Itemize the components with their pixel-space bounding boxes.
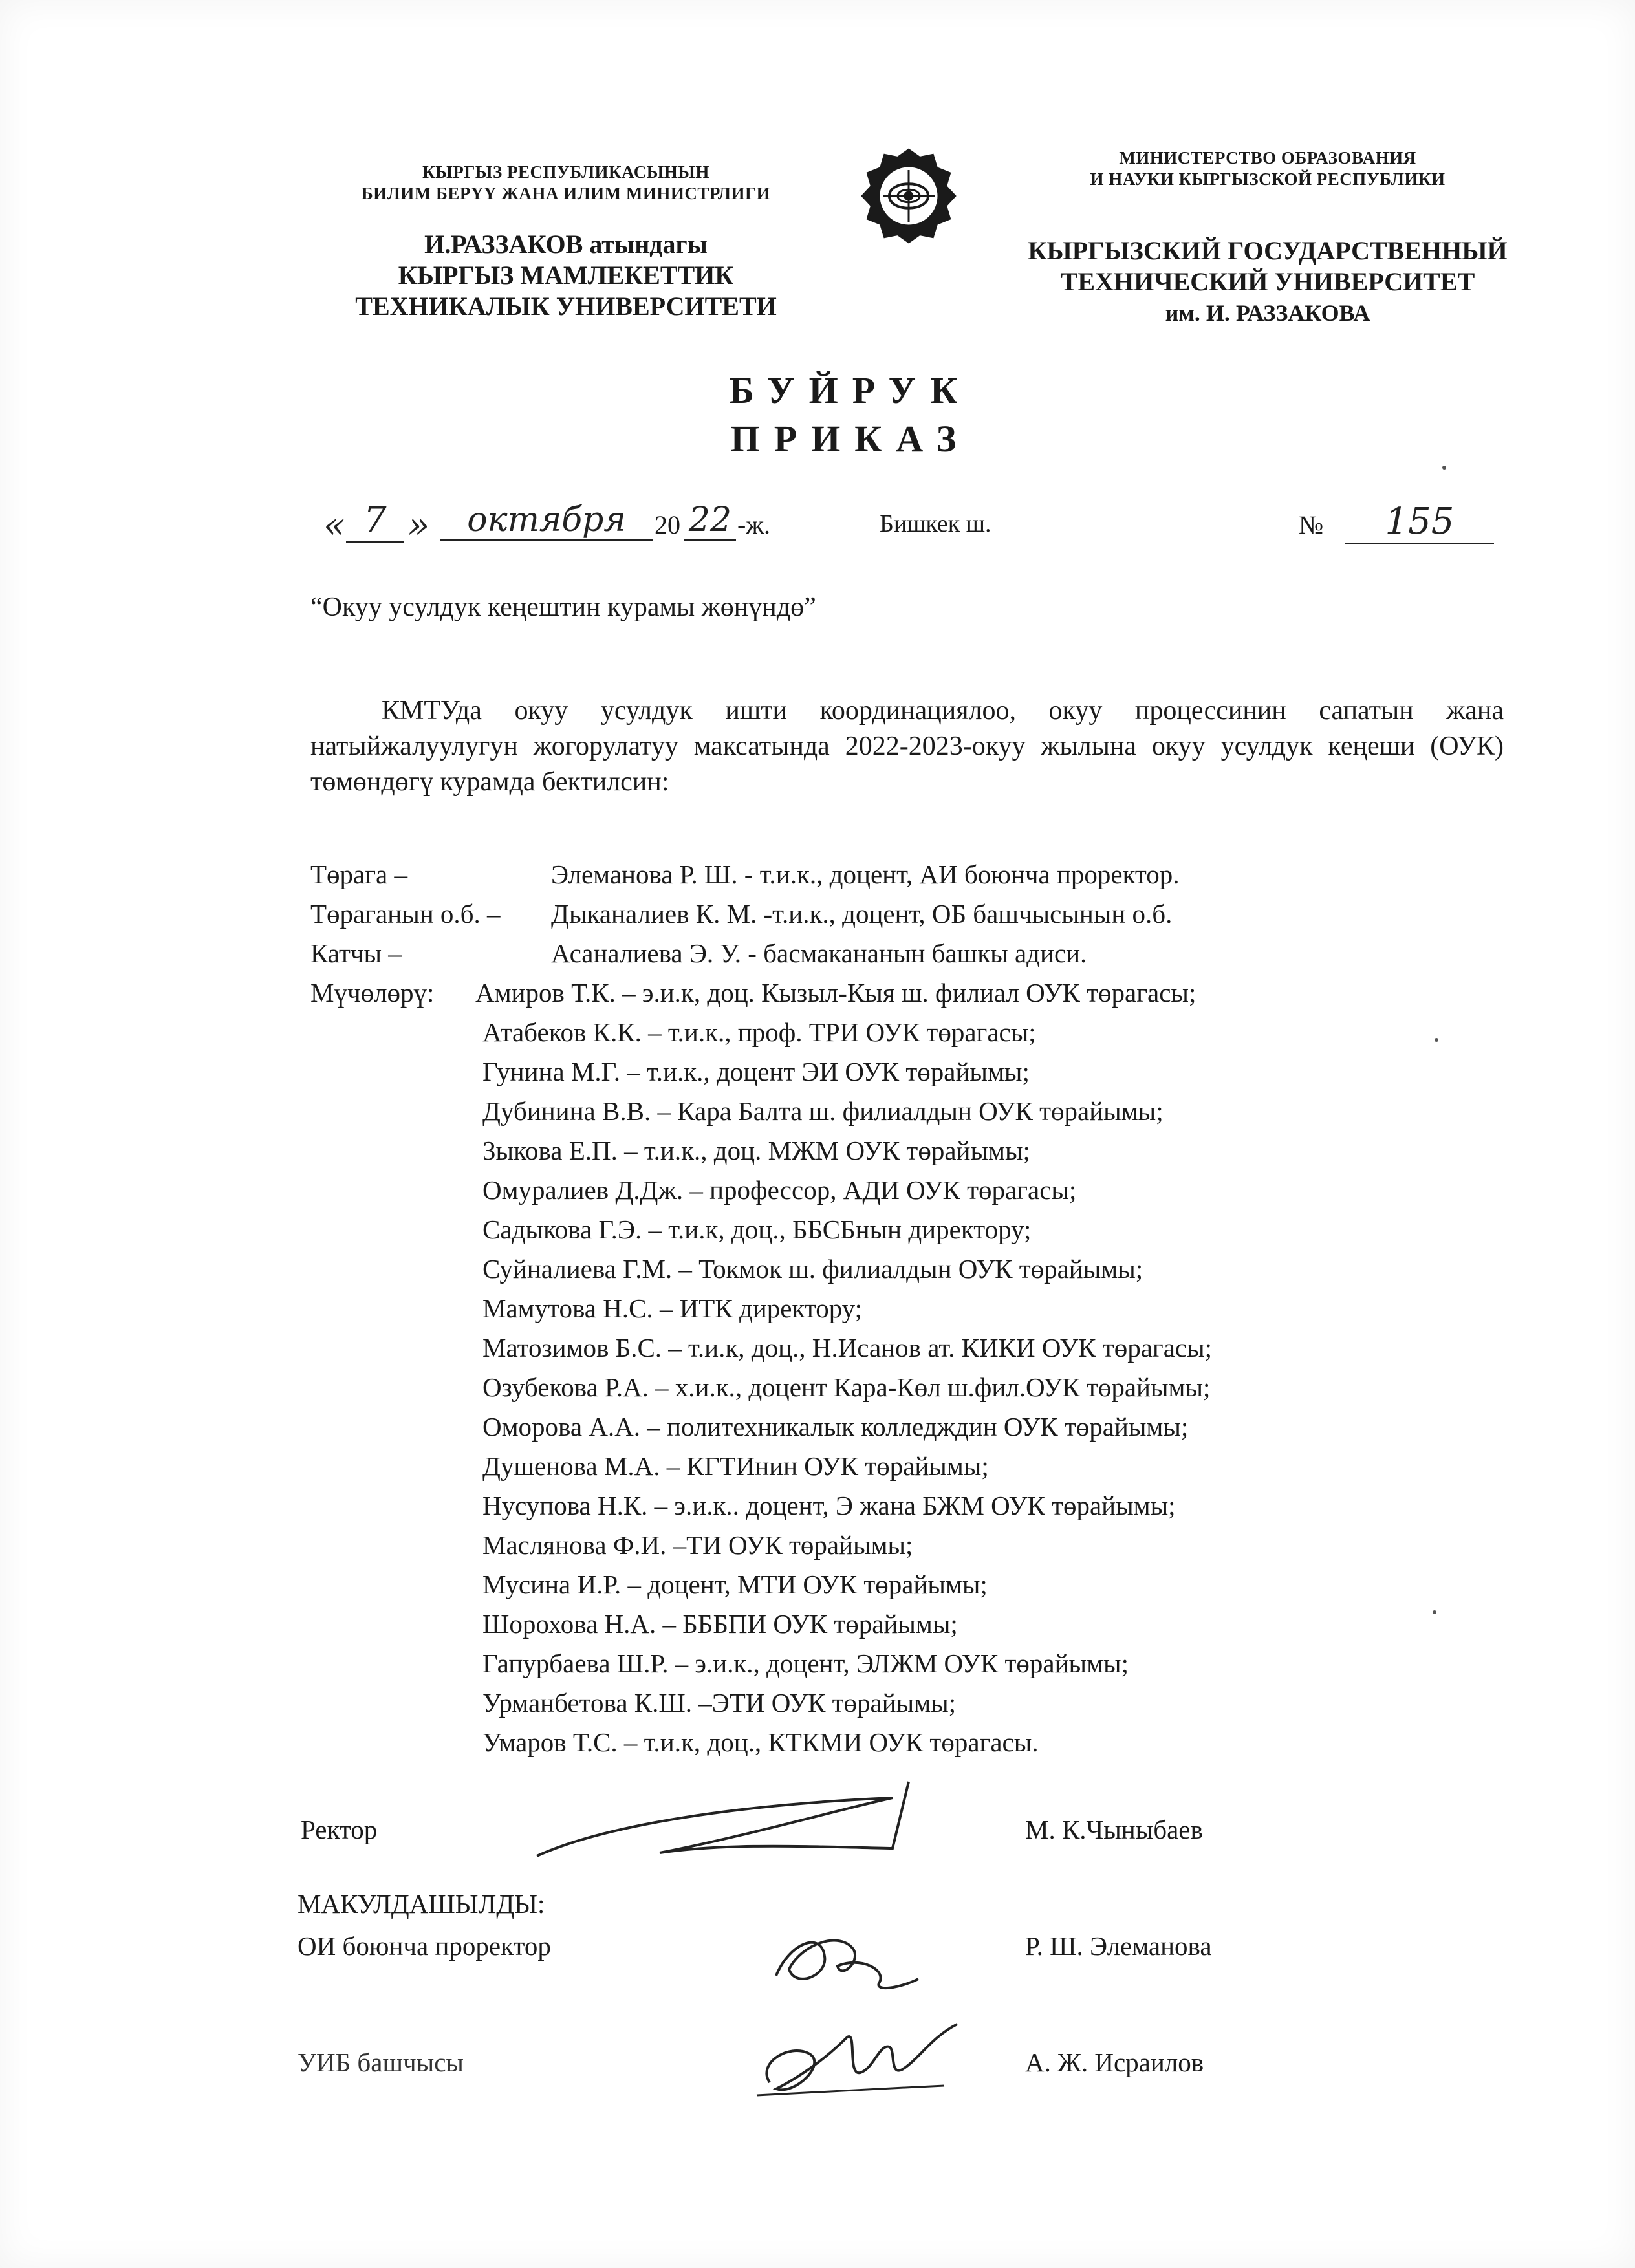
member-item: Садыкова Г.Э. – т.и.к, доц., ББСБнын директору;: [482, 1215, 1032, 1244]
document-title-ru: ПРИКАЗ: [730, 418, 971, 460]
member-item: Мусина И.Р. – доцент, МТИ ОУК төрайымы;: [482, 1570, 988, 1599]
document-title-ky: БУЙРУК: [729, 369, 972, 411]
header-right-russian: [996, 147, 1539, 329]
member-item: Гапурбаева Ш.Р. – э.и.к., доцент, ЭЛЖМ ОУК төрайымы;: [482, 1648, 1129, 1678]
scan-speck: [1435, 1038, 1438, 1042]
member-item: Нусупова Н.К. – э.и.к.. доцент, Э жана БЖМ ОУК төрайымы;: [482, 1491, 1176, 1520]
date-year-prefix: 20: [655, 510, 680, 539]
officer-role: Төраганын о.б. –: [310, 899, 501, 929]
rector-name: М. К.Чыныбаев: [1025, 1815, 1203, 1844]
officer-text: Элеманова Р. Ш. - т.и.к., доцент, АИ боюнча проректор.: [551, 859, 1180, 889]
university-emblem-icon: [860, 147, 957, 244]
member-item: Дубинина В.В. – Кара Балта ш. филиалдын ОУК төрайымы;: [482, 1096, 1164, 1126]
university-line-2-ru: ТЕХНИЧЕСКИЙ УНИВЕРСИТЕТ: [1060, 267, 1475, 296]
uib-signature-icon: [750, 1998, 970, 2115]
member-item: Суйналиева Г.М. – Токмок ш. филиалдын ОУК төрайымы;: [482, 1254, 1143, 1284]
ministry-line-2-ky: БИЛИМ БЕРҮҮ ЖАНА ИЛИМ МИНИСТРЛИГИ: [361, 184, 771, 203]
ministry-line-2-ru: И НАУКИ КЫРГЫЗСКОЙ РЕСПУБЛИКИ: [1090, 169, 1446, 189]
date-open-quote: «: [323, 504, 346, 546]
scan-speck: [1433, 1610, 1436, 1614]
date-year-suffix: 22: [684, 501, 736, 541]
university-line-1-ru: КЫРГЫЗСКИЙ ГОСУДАРСТВЕННЫЙ: [1028, 236, 1508, 265]
header-left-kyrgyz: [323, 162, 808, 322]
date-day: 7: [346, 499, 404, 543]
date-line: [285, 499, 1513, 550]
member-item: Оморова А.А. – политехникалык колледждин ОУК төрайымы;: [482, 1412, 1189, 1442]
member-item: Матозимов Б.С. – т.и.к, доц., Н.Исанов ат. КИКИ ОУК төрагасы;: [482, 1333, 1213, 1363]
member-item: Шорохова Н.А. – БББПИ ОУК төрайымы;: [482, 1609, 958, 1639]
university-line-1-ky: И.РАЗЗАКОВ атындагы: [424, 230, 708, 259]
date-close-quote: »: [407, 504, 430, 546]
agreed-label: МАКУЛДАШЫЛДЫ:: [298, 1889, 545, 1919]
order-subject: “Окуу усулдук кеңештин курамы жөнүндө”: [310, 592, 816, 622]
member-item: Озубекова Р.А. – х.и.к., доцент Кара-Көл ш.фил.ОУК төрайымы;: [482, 1372, 1211, 1402]
uib-label: УИБ башчысы: [298, 2047, 464, 2077]
date-month: октября: [440, 501, 653, 541]
ministry-line-1-ru: МИНИСТЕРСТВО ОБРАЗОВАНИЯ: [1119, 148, 1416, 167]
officer-role: Катчы –: [310, 938, 402, 968]
order-number: 155: [1345, 501, 1494, 544]
member-item: Умаров Т.С. – т.и.к, доц., КТКМИ ОУК төрагасы.: [482, 1727, 1039, 1757]
member-item: Урманбетова К.Ш. –ЭТИ ОУК төрайымы;: [482, 1688, 957, 1718]
member-item: Амиров Т.К. – э.и.к, доц. Кызыл-Кыя ш. филиал ОУК төрагасы;: [475, 978, 1196, 1008]
officer-role: Төрага –: [310, 859, 408, 889]
university-line-3-ky: ТЕХНИКАЛЫК УНИВЕРСИТЕТИ: [355, 292, 777, 321]
university-line-3-ru: им. И. РАЗЗАКОВА: [1165, 300, 1370, 326]
member-item: Атабеков К.К. – т.и.к., проф. ТРИ ОУК төрагасы;: [482, 1017, 1036, 1047]
rector-signature-icon: [530, 1778, 918, 1882]
member-item: Мамутова Н.С. – ИТК директору;: [482, 1293, 863, 1323]
prorector-signature-icon: [763, 1917, 931, 2002]
rector-label: Ректор: [301, 1815, 378, 1844]
officer-text: Асаналиева Э. У. - басмакананын башкы адиси.: [551, 938, 1087, 968]
order-body: КМТУда окуу усулдук ишти координациялоо, окуу процессинин сапатын жана натыйжалуулугун жогорулатуу максатында 2022-2023-окуу жылына окуу усулдук кеңеши (ОУК) төмөндөгү курамда бектилсин:: [310, 696, 1504, 797]
uib-name: А. Ж. Исраилов: [1025, 2047, 1204, 2077]
prorector-name: Р. Ш. Элеманова: [1025, 1931, 1212, 1961]
members-label: Мүчөлөрү:: [310, 978, 435, 1008]
member-item: Омуралиев Д.Дж. – профессор, АДИ ОУК төрагасы;: [482, 1175, 1077, 1205]
ministry-line-1-ky: КЫРГЫЗ РЕСПУБЛИКАСЫНЫН: [422, 162, 709, 182]
university-line-2-ky: КЫРГЫЗ МАМЛЕКЕТТИК: [398, 261, 734, 290]
order-number-label: №: [1299, 510, 1324, 539]
date-year-tail: -ж.: [737, 510, 770, 539]
member-item: Гунина М.Г. – т.и.к., доцент ЭИ ОУК төрайымы;: [482, 1057, 1030, 1086]
prorector-label: ОИ боюнча проректор: [298, 1931, 551, 1961]
member-item: Маслянова Ф.И. –ТИ ОУК төрайымы;: [482, 1530, 913, 1560]
officer-text: Дыканалиев К. М. -т.и.к., доцент, ОБ башчысынын о.б.: [551, 899, 1173, 929]
member-item: Зыкова Е.П. – т.и.к., доц. МЖМ ОУК төрайымы;: [482, 1136, 1030, 1165]
city-label: Бишкек ш.: [880, 510, 991, 537]
member-item: Душенова М.А. – КГТИнин ОУК төрайымы;: [482, 1451, 989, 1481]
scan-speck: [1442, 466, 1446, 470]
